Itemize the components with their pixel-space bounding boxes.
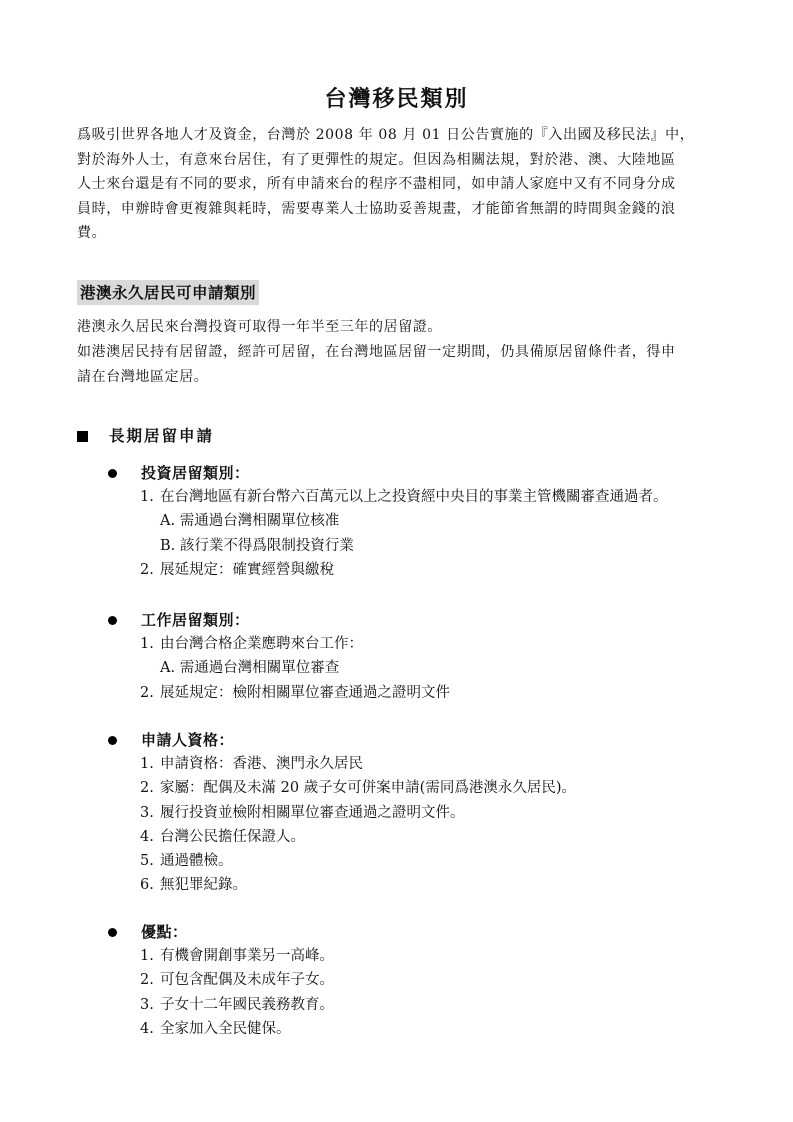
round-bullet-icon [108, 616, 117, 625]
item-text: A. 需通過台灣相關單位審查 [160, 660, 340, 677]
section-line: 港澳永久居民來台灣投資可取得一年半至三年的居留證。 [77, 319, 442, 335]
intro-line: 對於海外人士，有意來台居住，有了更彈性的規定。但因為相關法規，對於港、澳、大陸地區 [77, 151, 676, 168]
item-text: 可包含配偶及未成年子女。 [160, 972, 334, 989]
item-text: A. 需通過台灣相關單位核准 [160, 513, 340, 530]
item-text: 展延規定：確實經營與繳稅 [160, 561, 334, 578]
item-text: 在台灣地區有新台幣六百萬元以上之投資經中央目的事業主管機關審查通過者。 [160, 489, 668, 505]
list-item [140, 485, 668, 509]
group-title-label: 工作居留類別： [141, 611, 250, 629]
intro-paragraph [77, 123, 727, 246]
group-title-label: 投資居留類別： [141, 464, 250, 482]
page-title: 台灣移民類別 [324, 86, 469, 112]
item-text: 履行投資並檢附相關單位審查通過之證明文件。 [160, 804, 465, 821]
section-heading: 港澳永久居民可申請類別 [77, 280, 259, 305]
list-item [140, 944, 334, 968]
section-line: 如港澳居民持有居留證，經許可居留，在台灣地區居留一定期間，仍具備原居留條件者，得申 [77, 344, 676, 360]
list-item [140, 849, 576, 873]
item-text: 由台灣合格企業應聘來台工作： [160, 636, 363, 652]
item-text: B. 該行業不得爲限制投資行業 [160, 537, 354, 554]
item-number: 1. [140, 636, 154, 652]
item-number: 2. [140, 972, 154, 989]
item-number: 2. [140, 561, 154, 578]
item-list [140, 632, 450, 705]
intro-line: 費。 [77, 225, 107, 241]
section-line: 請在台灣地區定居。 [77, 369, 209, 385]
item-text: 無犯罪紀錄。 [160, 877, 247, 894]
item-number: 2. [140, 780, 154, 797]
group-title-label: 申請人資格： [141, 731, 235, 749]
list-item [140, 752, 576, 776]
item-text: 通過體檢。 [160, 853, 233, 870]
item-number: 4. [140, 828, 154, 845]
item-number: 5. [140, 853, 154, 870]
group-title [107, 728, 234, 752]
item-text: 全家加入全民健保。 [160, 1020, 291, 1037]
list-item [140, 632, 450, 656]
list-item [140, 801, 576, 825]
section-body [77, 315, 737, 390]
item-list [140, 752, 576, 898]
item-number: 3. [140, 804, 154, 821]
list-item [140, 993, 334, 1017]
item-number: 4. [140, 1020, 154, 1037]
intro-line: 員時，申辦時會更複雜與耗時，需要專業人士協助妥善規畫，才能節省無謂的時間與金錢的浪 [77, 200, 676, 217]
item-text: 展延規定：檢附相關單位審查通過之證明文件 [160, 684, 450, 701]
item-number: 2. [140, 684, 154, 701]
list-subitem [140, 509, 668, 533]
item-number: 6. [140, 877, 154, 894]
list-item [140, 873, 576, 897]
list-item [140, 825, 576, 849]
item-list [140, 944, 334, 1041]
item-text: 家屬：配偶及未滿 20 歲子女可併案申請(需同爲港澳永久居民)。 [160, 780, 576, 797]
intro-line: 爲吸引世界各地人才及資金，台灣於 2008 年 08 月 01 日公告實施的『入出國及移民法』中， [77, 127, 695, 143]
item-text: 申請資格：香港、澳門永久居民 [160, 756, 363, 772]
item-list [140, 485, 668, 582]
subheading-label: 長期居留申請 [109, 426, 215, 445]
group-title [107, 920, 188, 944]
item-number: 1. [140, 489, 154, 505]
square-bullet-icon [77, 431, 88, 442]
item-text: 子女十二年國民義務教育。 [160, 996, 334, 1013]
group-title [107, 608, 250, 632]
intro-line: 人士來台還是有不同的要求，所有申請來台的程序不盡相同，如申請人家庭中又有不同身分成 [77, 176, 676, 192]
list-item [140, 776, 576, 800]
list-subitem [140, 656, 450, 680]
group-title-label: 優點： [141, 923, 188, 941]
subheading-long-term-residence [77, 424, 214, 448]
item-text: 台灣公民擔任保證人。 [160, 828, 305, 845]
list-item [140, 681, 450, 705]
list-item [140, 1017, 334, 1041]
item-text: 有機會開創事業另一高峰。 [160, 948, 334, 964]
round-bullet-icon [108, 736, 117, 745]
group-title [107, 461, 250, 485]
list-item [140, 558, 668, 582]
round-bullet-icon [108, 469, 117, 478]
item-number: 1. [140, 948, 154, 964]
item-number: 1. [140, 756, 154, 772]
round-bullet-icon [108, 928, 117, 937]
list-item [140, 968, 334, 992]
list-subitem [140, 534, 668, 558]
item-number: 3. [140, 996, 154, 1013]
